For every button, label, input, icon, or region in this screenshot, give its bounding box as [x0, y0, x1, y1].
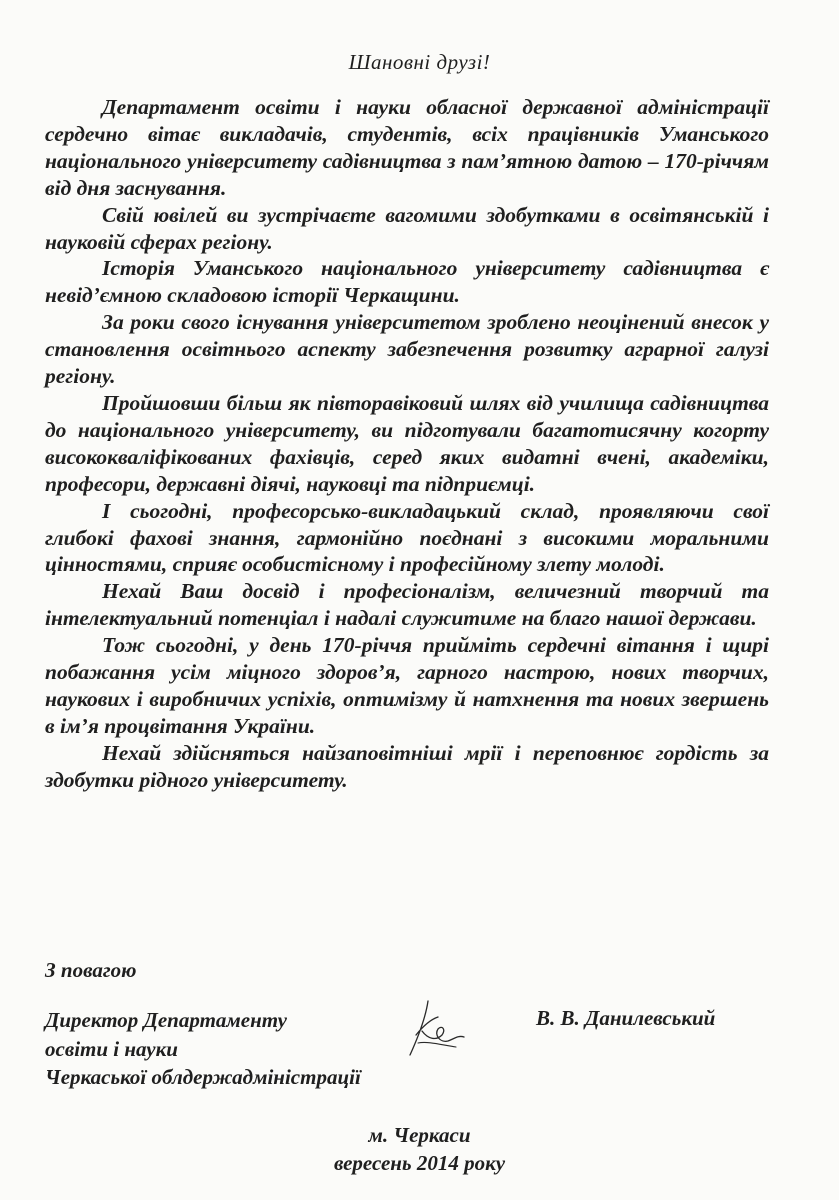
- salutation: Шановні друзі!: [348, 50, 491, 74]
- closing-phrase: З повагою: [45, 958, 137, 982]
- paragraph: І сьогодні, професорсько-викладацький склад, проявляючи свої глибокі фахові знання, гармонійно поєднані з високими моральними цінностями, сприяє особистісному і професійному злету молоді.: [45, 498, 769, 577]
- place-and-date: [0, 1121, 839, 1177]
- letter-body: [45, 94, 769, 794]
- paragraph: Департамент освіти і науки обласної державної адміністрації сердечно вітає викладачів, студентів, всіх працівників Уманського національного університету садівництва з пам’ятною датою – 170-річчям від дня заснування.: [45, 95, 769, 200]
- paragraph: Нехай Ваш досвід і професіоналізм, величезний творчий та інтелектуальний потенціал і надалі служитиме на благо нашої держави.: [45, 579, 769, 631]
- paragraph: За роки свого існування університетом зроблено неоцінений внесок у становлення освітнього аспекту забезпечення розвитку аграрної галузі регіону.: [45, 310, 769, 389]
- paragraph: Нехай здійсняться найзаповітніші мрії і переповнює гордість за здобутки рідного університету.: [45, 740, 769, 792]
- signer-title-line: Черкаської облдержадміністрації: [45, 1065, 361, 1089]
- paragraph: Тож сьогодні, у день 170-річчя прийміть сердечні вітання і щирі побажання усім міцного здоров’я, гарного настрою, нових творчих, наукових і виробничих успіхів, оптимізму й натхнення та нових звершень в ім’я процвітання України.: [45, 633, 769, 738]
- signer-title: [45, 1006, 361, 1092]
- place: м. Черкаси: [368, 1123, 471, 1147]
- paragraph: Свій ювілей ви зустрічаєте вагомими здобутками в освітянській і науковій сферах регіону.: [45, 202, 769, 254]
- paragraph: Історія Уманського національного університету садівництва є невід’ємною складовою історії Черкащини.: [45, 256, 769, 308]
- signer-title-line: Директор Департаменту: [45, 1008, 287, 1032]
- handwritten-signature: [398, 995, 470, 1065]
- date: вересень 2014 року: [333, 1151, 506, 1175]
- signer-title-line: освіти і науки: [45, 1036, 178, 1061]
- signer-name: В. В. Данилевський: [536, 1006, 716, 1030]
- paragraph: Пройшовши більш як півторавіковий шлях від училища садівництва до національного університету, ви підготували багатотисячну когорту висококваліфікованих фахівців, серед яких видатні вчені, академіки, професори, державні діячі, науковці та підприємці.: [45, 390, 769, 496]
